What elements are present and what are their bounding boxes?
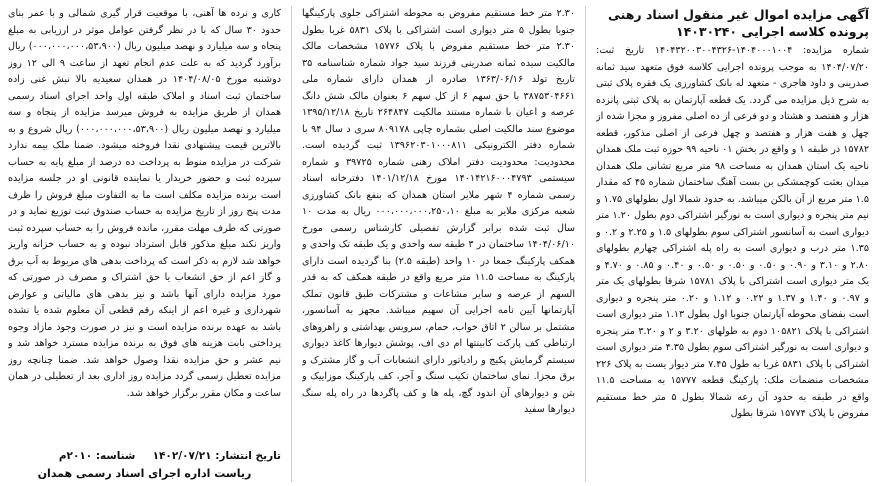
column-left-text: کاری و نرده ها آهنی، با موقعیت قرار گیری شمالی و با عمر بنای حدود ۳۰ سال که با در نظر گرفتن عوامل موثر در ارزیابی به مبلغ پنجاه و سه میلیارد و نهصد میلیون ریال (۰۰۰،۰۰۰،۰۰۰،۵۳،۹۰۰) ریال برآورد گردید که به علت عدم انجام تعهد از ساعت ۹ الی ۱۲ روز دوشنبه مورخ ۱۴۰۴/۰۸/۰۵ در همدان سعیدیه بالا نبش غنی زاده ساختمان ثبت اسناد و املاک طبقه اول واحد اجرای اسناد رسمی همدان از طریق مزایده به فروش میرسد مزایده از پنجاه و سه میلیارد و نهصد میلیون ریال (۰۰۰،۰۰۰،۰۰۰،۵۳،۹۰۰) ریال شروع و به بالاترین قیمت پیشنهادی نقدا فروخته میشود. ضمنا ملک بیمه ندارد شرکت در مزایده منوط به پرداخت ده درصد از مبلغ پایه به حساب سپرده ثبت و حضور خریدار یا نماینده قانونی او در جلسه مزایده است برنده مزایده مکلف است ما به التفاوت مبلغ فروش را ظرف مدت پنج روز از تاریخ مزایده به حساب صندوق ثبت توزیع نماید و در صورتی که طرف مهلت مقرر، مانده فروش را به حساب سپرده ثبت واریز نکند مبلغ مذکور قابل استرداد نبوده و به حساب خزانه واریز خواهد شد لازم به ذکر است که پرداخت بدهی های مربوط به آب برق و گاز اعم از حق انشعاب یا حق اشتراک و مصرف در صورتی که مورد مزایده دارای آنها باشد و نیز بدهی های مالیاتی و عوارض شهرداری و غیره اعم از اینکه رقم قطعی آن معلوم شده یا نشده باشد به عهده برنده مزایده است و نیز در صورت وجود مازاد وجوه پرداختی بابت هزینه های فوق به برنده مزایده مسترد خواهد شد و نیم عشر و حق مزایده نقدا وصول خواهد شد. ضمنا چنانچه روز مزایده تعطیل رسمی گردد مزایده روز اداری بعد از تعطیلی در همان ساعت و مکان مقرر برگزار خواهد شد. xyxy=(8,8,281,399)
reference-label: شناسه: xyxy=(95,450,136,462)
column-right-text: شماره مزایده: ۱۴۰۴۰۰۰۱۰۰۴-۱۴۰۴۳۲۰۰۳۰۰۴۳۲۶ تاریخ ثبت: ۱۴۰۴/۰۷/۲۰ به موجب پرونده اجرایی کلاسه فوق متعهد سید ثمانه صدرینی و داود هاجری - متعهد له بانک کشاورزی یک فقره پلاک ثبتی به شرح ذیل مزایده می گردد. یک قطعه آپارتمان به پلاک ثبتی پانزده هزار و هفتصد و هشتاد و دو فرعی از ده اصلی مفروز و مجزا شده از چهل و هفت هزار و هفتصد و چهل فرعی از اصلی مذکور، قطعه ۱۵۷۸۲ در طبقه ۱ و واقع در بخش ۰۱ ناحیه ۹۹ حوزه ثبت ملک همدان ناحیه یک استان همدان به مساحت ۹۸ متر مربع تشانی ملک همدان میدان بعثت کوچمشکی بن بست آهنگ ساختمان شماره ۴۵ که مقدار ۱.۵ متر مربع از آن بالکن میباشد. به حدود شمالا اول بطولهای ۱.۷۵ و نیم متر پنجره و دیواری است به نورگیر اشتراکی دوم بطول ۱.۲۰ متر دیواری است به آسانسور اشتراکی سوم بطولهای ۱.۵ و ۲.۲۵ و ۰.۲ و ۱.۳۵ متر درب و دیواری است به راه پله اشتراکی چهارم بطولهای ۲.۸۰ و ۳.۱۰ و ۰.۹۰ و ۰.۵۰ و ۰.۵۰ و ۰.۵۰ و ۰.۴۰ و ۰.۸۵ و ۴.۷۰ و یک متر دیواری است اشتراکی با پلاک ۱۵۷۸۱ شرقا بطولهای یک متر و ۰.۹۷ و ۱.۴۰ و ۱.۳۷ و ۰.۲۲ و ۱.۱۲ و ۰.۲۰ متر پنجره و دیواری است بفضای محوطه آپارتمان جنوبا اول بطول ۱.۱۳ متر دیواری است اشتراکی با پلاک ۱۰۵۸۲۱ دوم به طولهای ۳.۲۰ و ۲ و ۳.۲۰ متر پنجره و دیواری است به نورگیر اشتراکی سوم بطول ۴.۳۵ متر دیواری است اشتراکی با پلاک ۵۸۳۱ غربا به طول ۷.۴۵ متر دیوار یست به پلاک ۲۲۶ مشخصات منضمات ملک: پارکینگ قطعه ۱۵۷۷۷ به مساحت ۱۱.۵ واقع در طبقه به حدود آن رعه شمالا بطول ۵ متر خط مستقیم مفروض با پلاک ۱۵۷۷۴ شرقا بطول xyxy=(596,45,869,419)
notice-columns xyxy=(8,6,869,482)
column-left xyxy=(8,6,281,482)
column-divider xyxy=(291,6,292,482)
notice-title: آگهی مزایده اموال غیر منقول اسناد رهنی xyxy=(608,7,869,22)
reference-code: ۲۰۱۰م xyxy=(58,450,93,462)
column-middle xyxy=(302,6,575,482)
publication-date-label: تاریخ انتشار: xyxy=(215,450,281,462)
publication-date: ۱۴۰۲/۰۷/۲۱ xyxy=(152,450,212,462)
signature: ریاست اداره اجرای اسناد رسمی همدان xyxy=(37,467,252,480)
publication-row xyxy=(8,448,281,465)
column-right xyxy=(596,6,869,482)
column-middle-text: ۲.۳۰ متر خط مستقیم مفروض به محوطه اشتراکی جلوی پارکینگها جنوبا بطول ۵ متر دیواری است اشتراکی با پلاک ۵۸۳۱ غربا بطول ۲.۳۰ متر خط مستقیم مفروض با پلاک ۱۵۷۷۶ مشخصات مالک مالکیت سیده ثمانه صدرینی فرزند سید جواد شماره شناسنامه ۳۵ تاریخ تولد ۱۳۶۳/۰۶/۱۶ صادره از همدان دارای شماره ملی ۳۸۷۵۳۰۴۶۶۱ با حق سهم ۶ از کل سهم ۶ بعنوان مالک شش دانگ عرصه و اعیان با شماره مستند مالکیت ۲۶۴۸۴۷ تاریخ ۱۳۹۵/۱۲/۱۸ موضوع سند مالکیت اصلی بشماره چاپی ۸۰۹۱۷۸ سری د سال ۹۴ با شماره دفتر الکترونیکی ۱۳۹۶۲۰۳۰۱۰۰۰۸۱۱ ثبت گردیده است. محدودیت: محدودیت دفتر املاک رهنی شماره ۳۹۷۲۵ و شماره سیستمی ۱۴۰۱۴۲۱۶۰۰۰۴۷۹۳ مورخ ۱۴۰۱/۱۲/۱۸ دفترخانه اسناد رسمی شماره ۴ شهر ملایر استان همدان که بنفع بانک کشاورزی شعبه مرکزی ملایر به مبلغ ۰۰۰،۰۰۰،۰۰۰،۲۵۰،۱۰ ریال به مدت ۱۰ سال ثبت شده برابر گزارش تفصیلی کارشناس رسمی مورخ ۱۴۰۴/۰۶/۱۰ ساختمان در ۳ طبقه سه واحدی و یک طبقه تک واحدی و همکف پارکینگ جمعا در ۱۰ واحد (طبقه ۲.۵) بنا گردیده است دارای پارکینگ به مساحت ۱۱.۵ متر مربع واقع در طبقه همکف که به قدر السهم از عرصه و سایر مشاعات و مشترکات طبق قانون تملک آپارتمانها آیین نامه اجرایی آن سهیم میباشد. مجهز به آسانسور، مشتمل بر سالن ۲ اتاق خواب، حمام، سرویس بهداشتی و راهروهای ارتباطی کف پارکت کابینتها ام دی اف، پوشش دیوارها کاغذ دیواری سیستم گرمایش پکیج و رادیاتور دارای انشعابات آب و گاز مشترک و برق مجزا. نمای ساختمان تکیب سنگ و آجر، کف پارکینگ موزاییک و بتن و دیوارهای آن اندود گچ، پله ها و کف پاگردها در راه پله سنگ دیوارها سفید xyxy=(302,8,575,415)
column-divider xyxy=(585,6,586,482)
file-code: پرونده کلاسه اجرایی ۱۴۰۳۰۲۴۰ xyxy=(676,24,869,39)
notice-footer xyxy=(8,448,281,482)
